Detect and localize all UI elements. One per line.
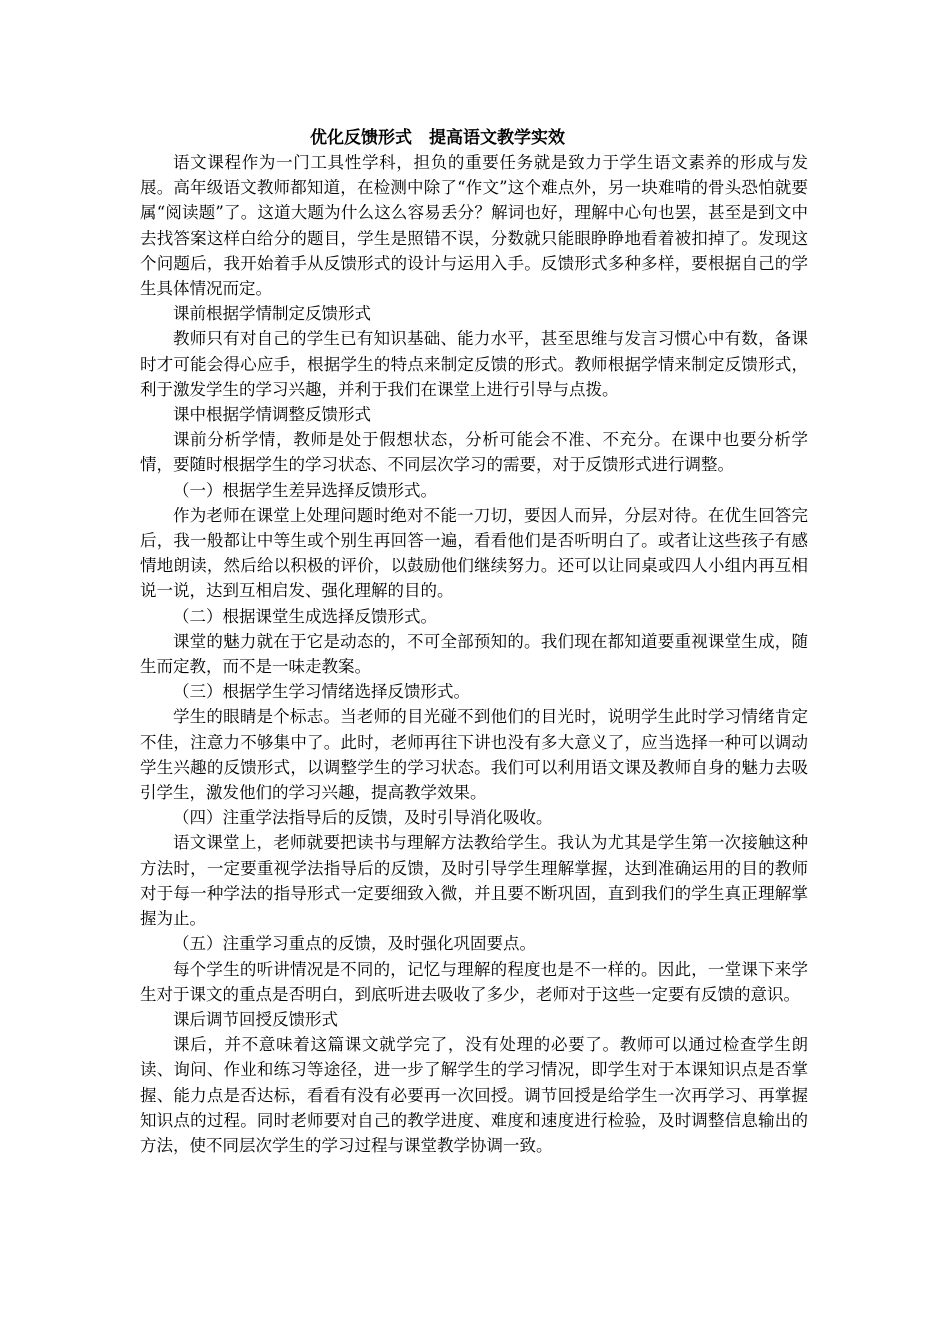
document-title: 优化反馈形式 提高语文教学实效 [310,128,565,148]
paragraph: 课堂的魅力就在于它是动态的，不可全部预知的。我们现在都知道要重视课堂生成，随生而定教，而不是一味走教案。 [140,631,808,677]
paragraph: 语文课堂上，老师就要把读书与理解方法教给学生。我认为尤其是学生第一次接触这种方法时，一定要重视学法指导后的反馈，及时引导学生理解掌握，达到准确运用的目的教师对于每一种学法的指导形式一定要细致入微，并且要不断巩固，直到我们的学生真正理解掌握为止。 [140,833,808,929]
paragraph: 课后，并不意味着这篇课文就学完了，没有处理的必要了。教师可以通过检查学生朗读、询问、作业和练习等途径，进一步了解学生的学习情况，即学生对于本课知识点是否掌握、能力点是否达标，看看有没有必要再一次回授。调节回授是给学生一次再学习、再掌握知识点的过程。同时老师要对自己的教学进度、难度和速度进行检验，及时调整信息输出的方法，使不同层次学生的学习过程与课堂教学协调一致。 [140,1035,808,1155]
subheading-4: （四）注重学法指导后的反馈，及时引导消化吸收。 [173,808,553,828]
paragraph: 教师只有对自己的学生已有知识基础、能力水平，甚至思维与发言习惯心中有数，备课时才可能会得心应手，根据学生的特点来制定反馈的形式。教师根据学情来制定反馈形式，利于激发学生的学习兴趣，并利于我们在课堂上进行引导与点拨。 [140,329,808,399]
subheading-1: （一）根据学生差异选择反馈形式。 [173,480,437,500]
section-heading-after-class: 课后调节回授反馈形式 [173,1009,338,1029]
paragraph: 作为老师在课堂上处理问题时绝对不能一刀切，要因人而异，分层对待。在优生回答完后，我一般都让中等生或个别生再回答一遍，看看他们是否听明白了。或者让这些孩子有感情地朗读，然后给以积极的评价，以鼓励他们继续努力。还可以让同桌或四人小组内再互相说一说，达到互相启发、强化理解的目的。 [140,505,808,601]
paragraph: 每个学生的听讲情况是不同的，记忆与理解的程度也是不一样的。因此，一堂课下来学生对于课文的重点是否明白，到底听进去吸收了多少，老师对于这些一定要有反馈的意识。 [140,959,808,1004]
section-heading-before-class: 课前根据学情制定反馈形式 [173,304,371,324]
paragraph: 学生的眼睛是个标志。当老师的目光碰不到他们的目光时，说明学生此时学习情绪肯定不佳，注意力不够集中了。此时，老师再往下讲也没有多大意义了，应当选择一种可以调动学生兴趣的反馈形式，以调整学生的学习状态。我们可以利用语文课及教师自身的魅力去吸引学生，激发他们的学习兴趣，提高教学效果。 [140,707,808,803]
subheading-5: （五）注重学习重点的反馈，及时强化巩固要点。 [173,934,536,954]
document-body [140,150,808,1158]
subheading-3: （三）根据学生学习情绪选择反馈形式。 [173,682,470,702]
paragraph: 课前分析学情，教师是处于假想状态，分析可能会不准、不充分。在课中也要分析学情，要随时根据学生的学习状态、不同层次学习的需要，对于反馈形式进行调整。 [140,430,808,475]
section-heading-in-class: 课中根据学情调整反馈形式 [173,405,371,425]
subheading-2: （二）根据课堂生成选择反馈形式。 [173,606,437,626]
intro-paragraph: 语文课程作为一门工具性学科，担负的重要任务就是致力于学生语文素养的形成与发展。高年级语文教师都知道，在检测中除了“作文”这个难点外，另一块难啃的骨头恐怕就要属“阅读题”了。这道大题为什么这么容易丢分？解词也好，理解中心句也罢，甚至是到文中去找答案这样白给分的题目，学生是照错不误，分数就只能眼睁睁地看着被扣掉了。发现这个问题后，我开始着手从反馈形式的设计与运用入手。反馈形式多种多样，要根据自己的学生具体情况而定。 [140,153,808,299]
